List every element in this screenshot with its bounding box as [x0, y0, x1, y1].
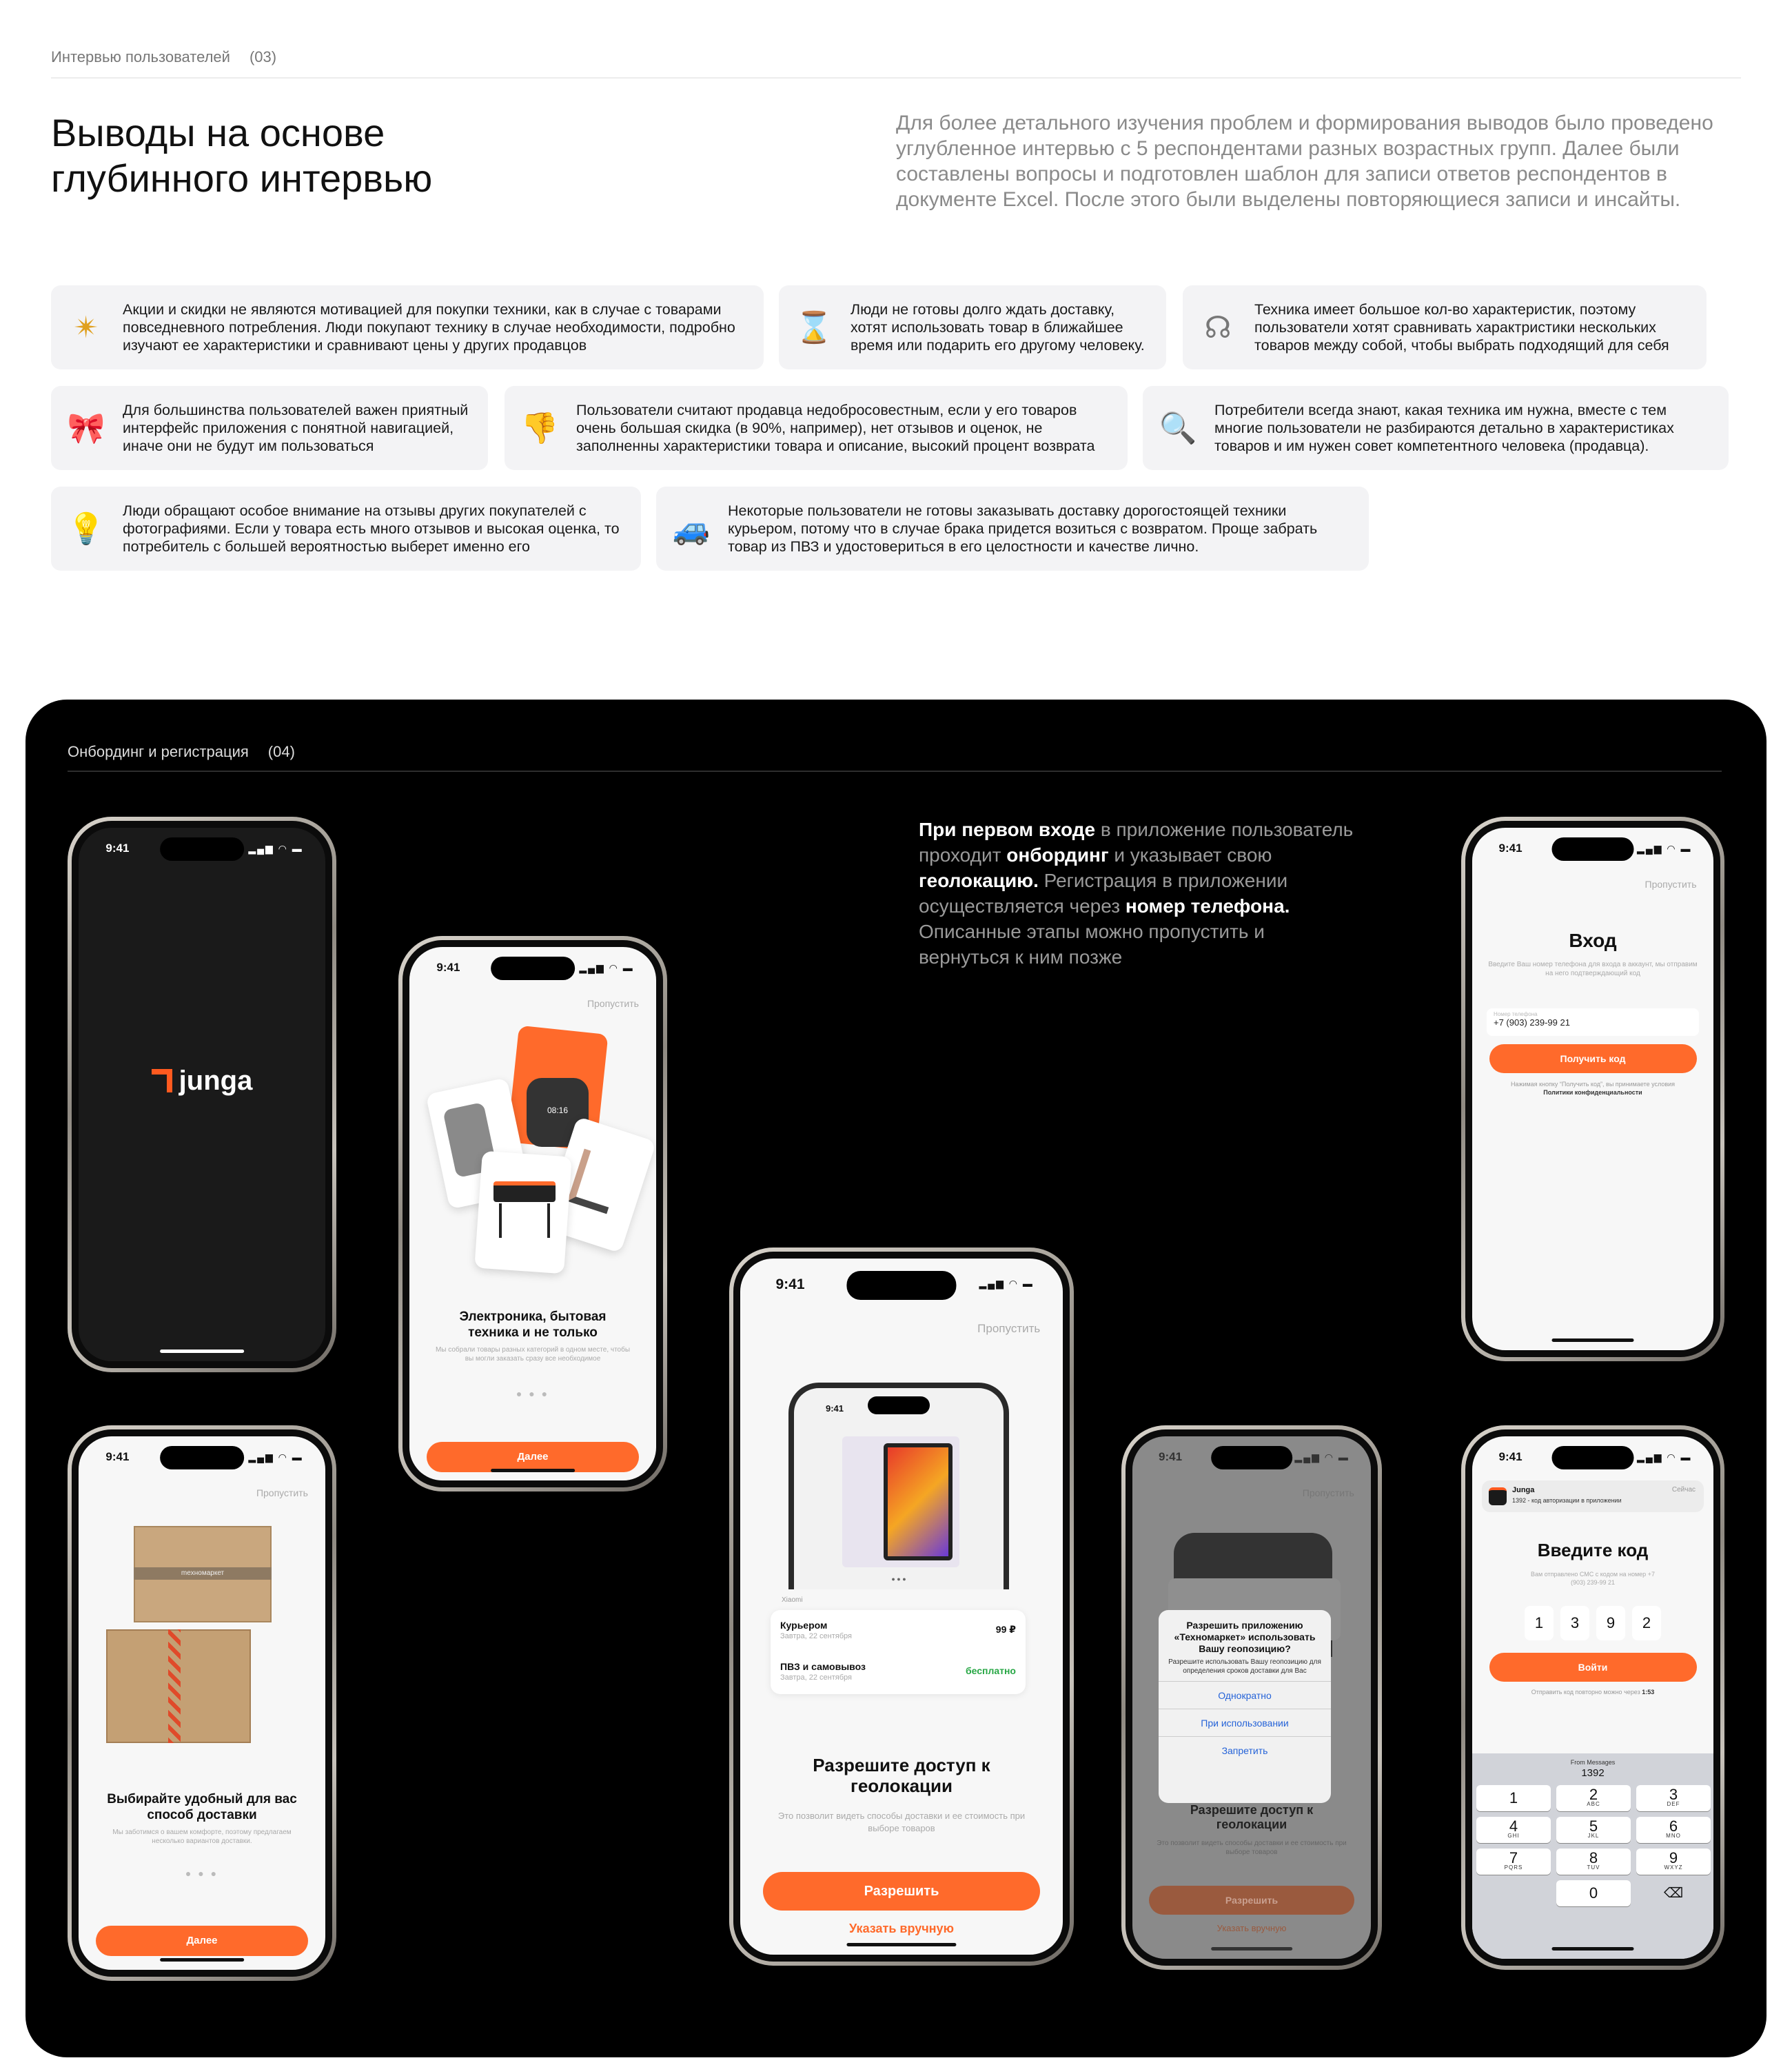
product-collage [430, 1023, 637, 1278]
key-1[interactable]: 1 [1476, 1785, 1551, 1811]
manual-link[interactable]: Указать вручную [849, 1922, 954, 1935]
key-2[interactable]: 2 ABC [1556, 1785, 1631, 1811]
status-time: 9:41 [775, 1276, 805, 1292]
status-time: 9:41 [1159, 1450, 1183, 1463]
key-7[interactable]: 7 PQRS [1476, 1849, 1551, 1875]
code-boxes[interactable]: 1 3 9 2 [1472, 1606, 1713, 1640]
mini-phone-preview: 9:41 ● ● ● [788, 1383, 1009, 1589]
status-icons: ▂▄▆ ◠ ▬ [1637, 1452, 1692, 1463]
skip-link[interactable]: Пропустить [256, 1487, 308, 1498]
allow-button: Разрешить [1149, 1886, 1354, 1915]
key-8[interactable]: 8 TUV [1556, 1849, 1631, 1875]
car-icon: 🚙 [672, 512, 711, 546]
section-label: Интервью пользователей [51, 48, 230, 65]
insight-card [1143, 386, 1729, 470]
get-code-button[interactable]: Получить код [1489, 1044, 1697, 1073]
terms-text: Нажимая кнопку “Получить код”, вы принимаете условия Политики конфиденциальности [1510, 1081, 1676, 1096]
insight-text: Люди обращают особое внимание на отзывы других покупателей с фотографиями. Если у товара есть много отзывов и высокая оценка, то потребитель с большей вероятностью выберет именно его [123, 502, 620, 555]
login-button[interactable]: Войти [1489, 1653, 1697, 1682]
sms-notification[interactable]: Junga Сейчас 1392 - код авторизации в приложении [1482, 1480, 1704, 1512]
magnifier-icon: 🔍 [1159, 411, 1197, 445]
grill-icon [493, 1181, 556, 1202]
section-number: (04) [267, 743, 295, 760]
insight-text: Пользователи считают продавца недобросовестным, если у его товаров очень большая скидка (в 90%, например), нет отзывов и оценок, не заполненны характеристики товара и описание, высокий процент возврата [576, 402, 1095, 454]
status-time: 9:41 [436, 961, 460, 974]
allow-button[interactable]: Разрешить [763, 1872, 1041, 1911]
phone-geo-dialog: 9:41 ▂▄▆ ◠ ▬ Пропустить Разрешить приложению «Техномаркет» использовать Вашу геопозицию? Разрешите использовать Вашу геопозицию для определения сроков доставки для Вас Однократно При использовании Запретить Разрешите доступ к геолокации Это позволит видеть способы доставки и ее стоимость при выборе товаров Разрешить Указать вручную [1121, 1425, 1382, 1970]
permission-dialog: Разрешить приложению «Техномаркет» использовать Вашу геопозицию? Разрешите использовать Вашу геопозицию для определения сроков доставки для Вас Однократно При использовании Запретить [1159, 1610, 1331, 1803]
intro-paragraph: Для более детального изучения проблем и формирования выводов было проведено углубленное интервью с 5 респондентами разных возрастных групп. Далее были составлены вопросы и подготовлен шаблон для записи ответов респондентов в документе Excel. После этого были выделены повторяющиеся записи и инсайты. [896, 112, 1713, 211]
status-time: 9:41 [105, 842, 130, 855]
status-icons: ▂▄▆ ◠ ▬ [579, 962, 634, 973]
login-subtitle: Введите Ваш номер телефона для входа в аккаунт, мы отправим на него подтверждающий код [1488, 961, 1698, 977]
onboarding-title: Выбирайте удобный для вас способ доставки [107, 1792, 297, 1822]
delivery-options-card: Курьером Завтра, 22 сентября 99 ₽ ПВЗ и самовывоз Завтра, 22 сентября бесплатно [771, 1610, 1026, 1694]
numeric-keyboard: From Messages 1392 1 2 ABC 3 DEF 4 GHI 5 JKL 6 MNO 7 PQRS 8 TUV 9 WXYZ 0 ⌫ [1472, 1753, 1713, 1959]
insight-card [656, 487, 1369, 571]
allow-while-using-button[interactable]: При использовании [1159, 1709, 1331, 1736]
logo-mark-icon [152, 1069, 172, 1092]
status-icons: ▂▄▆ ◠ ▬ [979, 1278, 1034, 1289]
next-button[interactable]: Далее [96, 1926, 308, 1956]
deny-button[interactable]: Запретить [1159, 1736, 1331, 1764]
insight-card [779, 285, 1166, 369]
key-3[interactable]: 3 DEF [1636, 1785, 1711, 1811]
tablet-product-icon [842, 1436, 959, 1567]
junga-logo: junga [79, 1066, 325, 1097]
key-6[interactable]: 6 MNO [1636, 1817, 1711, 1843]
section-label: Онбординг и регистрация [68, 743, 249, 760]
insight-card [51, 285, 764, 369]
status-icons: ▂▄▆ ◠ ▬ [248, 1452, 303, 1463]
phone-input[interactable]: Номер телефона +7 (903) 239-99 21 [1487, 1008, 1699, 1036]
status-icons: ▂▄▆ ◠ ▬ [1637, 843, 1692, 854]
insight-card [51, 386, 488, 470]
page-title [51, 110, 432, 201]
pager-dots: ● ● ● [185, 1868, 219, 1879]
skip-link[interactable]: Пропустить [977, 1322, 1041, 1335]
thumbs-down-icon: 👎 [520, 411, 559, 445]
section-number: (03) [249, 48, 277, 65]
key-5[interactable]: 5 JKL [1556, 1817, 1631, 1843]
insight-text: Потребители всегда знают, какая техника им нужна, вместе с тем многие пользователи не разбираются детально в характеристиках товаров и им нужен совет компетентного человека (продавца). [1214, 402, 1674, 454]
status-icons: ▂▄▆ ◠ ▬ [1294, 1452, 1350, 1463]
lightbulb-icon: 💡 [67, 512, 105, 546]
onboarding-subtitle: Мы заботимся о вашем комфорте, поэтому предлагаем несколько вариантов доставки. [112, 1829, 292, 1845]
allow-once-button[interactable]: Однократно [1159, 1681, 1331, 1709]
title-line-2: глубинного интервью [51, 156, 433, 200]
app-icon [1489, 1487, 1507, 1505]
insight-text: Акции и скидки не являются мотивацией для покупки техники, как в случае с товарами повседневного потребления. Люди покупают технику в случае необходимости, подробно изучают ее характеристики и сравнивают цены у других продавцов [123, 301, 735, 354]
boxes-illustration: mexномаркет [106, 1526, 306, 1753]
skip-link[interactable]: Пропустить [587, 998, 639, 1009]
phone-login [1461, 817, 1724, 1361]
autofill-code[interactable]: 1392 [1581, 1767, 1605, 1779]
title-line-1: Выводы на основе [51, 111, 385, 154]
onboarding-title: Электроника, бытовая техника и не только [459, 1310, 607, 1340]
onboarding-subtitle: Мы собрали товары разных категорий в одном месте, чтобы вы могли заказать сразу все необходимое [435, 1346, 631, 1363]
insight-card [1183, 285, 1707, 369]
insight-card [505, 386, 1128, 470]
login-title: Вход [1569, 930, 1617, 951]
phone-onboarding-2 [68, 1425, 336, 1981]
code-title: Введите код [1537, 1540, 1649, 1560]
status-time: 9:41 [105, 1450, 130, 1463]
privacy-link[interactable]: Политики конфиденциальности [1543, 1089, 1642, 1096]
insight-card [51, 487, 641, 571]
next-button[interactable]: Далее [427, 1442, 639, 1472]
insight-text: Для большинства пользователей важен приятный интерфейс приложения с понятной навигацией, иначе они не будут им пользоваться [123, 402, 469, 454]
backspace-icon[interactable]: ⌫ [1663, 1886, 1684, 1901]
geo-subtitle: Это позволит видеть способы доставки и ее стоимость при выборе товаров [777, 1811, 1026, 1833]
resend-text: Отправить код повторно можно через 1:53 [1531, 1689, 1655, 1696]
ribbon-icon: 🎀 [67, 411, 105, 445]
phone-geolocation: 9:41 ▂▄▆ ◠ ▬ Пропустить 9:41 ● ● ● Xiaomi Курьером Завтра, 22 сентября 99 ₽ ПВЗ и самовывоз Завтра, 22 сентября бесплатно Разрешите доступ к геолокации Это позволит видеть способы доставки и ее стоимость при выборе товаров Разрешить Указать вручную [729, 1248, 1074, 1966]
pager-dots: ● ● ● [516, 1388, 550, 1399]
code-subtitle: Вам отправлено СМС с кодом на номер +7 (903) 239-99 21 [1531, 1571, 1655, 1586]
status-icons: ▂▄▆ ◠ ▬ [248, 843, 303, 854]
geo-title: Разрешите доступ к геолокации [813, 1755, 990, 1796]
key-0[interactable]: 0 [1556, 1880, 1631, 1906]
key-9[interactable]: 9 WXYZ [1636, 1849, 1711, 1875]
pinwheel-icon: ✴ [73, 310, 99, 345]
headphones-icon: ☊ [1204, 310, 1232, 345]
section-breadcrumb [68, 743, 295, 761]
insight-text: Некоторые пользователи не готовы заказывать доставку дорогостоящей техники курьером, потому что в случае брака придется возиться с возвратом. Проще забрать товар из ПВЗ и удостовериться в его целостности и качестве лично. [728, 502, 1318, 555]
section-breadcrumb [51, 48, 276, 66]
status-time: 9:41 [1498, 1450, 1523, 1463]
phone-splash [68, 817, 336, 1372]
insight-text: Люди не готовы долго ждать доставку, хотят использовать товар в ближайшее время или подарить его другому человеку. [851, 301, 1145, 354]
phone-code [1461, 1425, 1724, 1970]
phone-onboarding-1 [398, 936, 667, 1491]
skip-link[interactable]: Пропустить [1645, 879, 1697, 890]
insight-text: Техника имеет большое кол-во характеристик, поэтому пользователи хотят сравнивать характристики нескольких товаров между собой, чтобы выбрать подходящий для себя [1254, 301, 1669, 354]
status-time: 9:41 [1498, 842, 1523, 855]
key-4[interactable]: 4 GHI [1476, 1817, 1551, 1843]
divider [51, 77, 1741, 79]
hourglass-icon: ⌛ [795, 311, 833, 345]
divider [68, 771, 1722, 772]
watch-product-icon: 08:16 [527, 1078, 589, 1147]
onboarding-description: При первом входе в приложение пользователь проходит онбординг и указывает свою геолокацию. Регистрация в приложении осуществляется через номер телефона. Описанные этапы можно пропустить и вернуться к ним позже [919, 819, 1354, 968]
